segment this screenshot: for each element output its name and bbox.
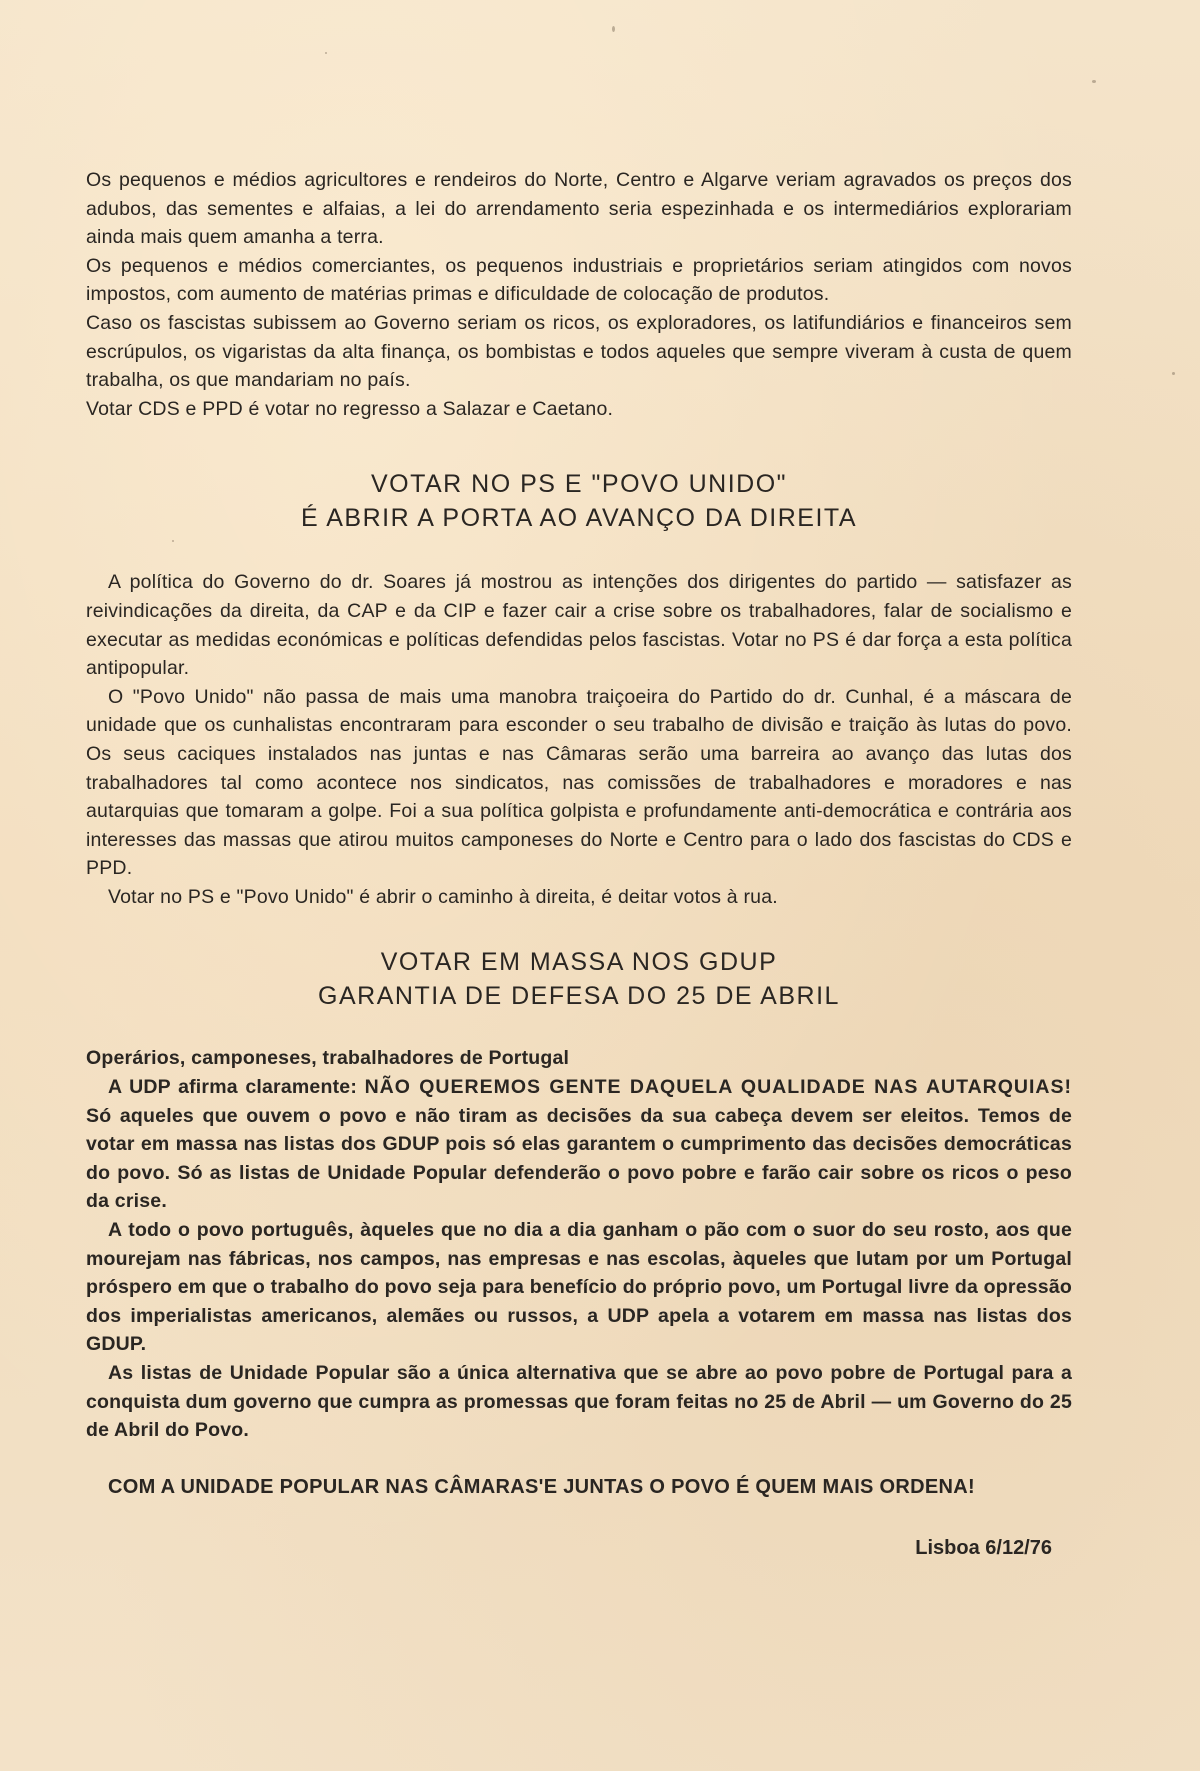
paper-speck (1092, 80, 1096, 83)
section-ps-povo-unido (86, 568, 1072, 911)
section-paragraph: O "Povo Unido" não passa de mais uma manobra traiçoeira do Partido do dr. Cunhal, é a máscara de unidade que os cunhalistas encontraram para esconder o seu trabalho de divisão e traição às lutas do povo. Os seus caciques instalados nas juntas e nas Câmaras serão uma barreira ao avanço das lutas dos trabalhadores tal como acontece nos sindicatos, nas comissões de trabalhadores e moradores e nas autarquias que tomaram a golpe. Foi a sua política golpista e profundamente anti-democrática e contrária aos interesses das massas que atirou muitos camponeses do Norte e Centro para o lado dos fascistas do CDS e PPD. (86, 685, 1072, 880)
section-paragraph (86, 1073, 1072, 1216)
intro-section (86, 166, 1072, 423)
intro-paragraph: Caso os fascistas subissem ao Governo seriam os ricos, os exploradores, os latifundiários e financeiros sem escrúpulos, os vigaristas da alta finança, os bombistas e todos aqueles que sempre viveram à custa de quem trabalha, os que mandariam no país. (86, 311, 1072, 392)
paper-speck (325, 52, 327, 54)
section-heading-ps-povo-unido (86, 467, 1072, 535)
paragraph-lead: A UDP afirma claramente: (108, 1076, 365, 1099)
intro-paragraph: Votar CDS e PPD é votar no regresso a Salazar e Caetano. (86, 397, 614, 420)
section-heading-gdup (86, 945, 1072, 1013)
paragraph-rest: Só aqueles que ouvem o povo e não tiram as decisões da sua cabeça devem ser eleitos. Temos de votar em massa nas listas dos GDUP pois só elas garantem o cumprimento das decisões democráticas do povo. Só as listas de Unidade Popular defenderão o povo pobre e farão cair sobre os ricos o peso da crise. (86, 1104, 1072, 1213)
section-paragraph: As listas de Unidade Popular são a única alternativa que se abre ao povo pobre de Portugal para a conquista dum governo que cumpra as promessas que foram feitas no 25 de Abril — um Governo do 25 de Abril do Povo. (86, 1362, 1072, 1442)
intro-paragraph: Os pequenos e médios agricultores e rendeiros do Norte, Centro e Algarve veriam agravados os preços dos adubos, das sementes e alfaias, a lei do arrendamento seria espezinhada e os intermediários explorariam ainda mais quem amanha a terra. (86, 169, 1072, 249)
place-date-signoff: Lisboa 6/12/76 (915, 1537, 1052, 1560)
section-paragraph: A todo o povo português, àqueles que no dia a dia ganham o pão com o suor do seu rosto, aos que mourejam nas fábricas, nos campos, nas empresas e nas escolas, àqueles que lutam por um Portugal próspero em que o trabalho do povo seja para benefício do próprio povo, um Portugal livre da opressão dos imperialistas americanos, alemães ou russos, a UDP apela a votarem em massa nas listas dos GDUP. (86, 1219, 1072, 1356)
paper-speck (612, 26, 615, 32)
heading-line: VOTAR NO PS E "POVO UNIDO" (370, 470, 788, 499)
document-body (86, 166, 1072, 1560)
heading-line: GARANTIA DE DEFESA DO 25 DE ABRIL (318, 982, 840, 1011)
closing-slogan: COM A UNIDADE POPULAR NAS CÂMARAS'E JUNTAS O POVO É QUEM MAIS ORDENA! (108, 1475, 975, 1498)
paper-speck (1172, 372, 1175, 375)
salutation: Operários, camponeses, trabalhadores de Portugal (86, 1047, 570, 1070)
section-paragraph: Votar no PS e "Povo Unido" é abrir o caminho à direita, é deitar votos à rua. (108, 885, 778, 908)
heading-line: É ABRIR A PORTA AO AVANÇO DA DIREITA (300, 504, 857, 533)
paragraph-emphasis: NÃO QUEREMOS GENTE DAQUELA QUALIDADE NAS AUTARQUIAS! (364, 1076, 1072, 1099)
section-paragraph: A política do Governo do dr. Soares já mostrou as intenções dos dirigentes do partido — satisfazer as reivindicações da direita, da CAP e da CIP e fazer cair a crise sobre os trabalhadores, falar de socialismo e executar as medidas económicas e políticas defendidas pelos fascistas. Votar no PS é dar força a esta política antipopular. (86, 571, 1072, 680)
section-gdup (86, 1044, 1072, 1444)
intro-paragraph: Os pequenos e médios comerciantes, os pequenos industriais e proprietários seriam atingidos com novos impostos, com aumento de matérias primas e dificuldade de colocação de produtos. (86, 254, 1072, 306)
heading-line: VOTAR EM MASSA NOS GDUP (380, 948, 778, 977)
